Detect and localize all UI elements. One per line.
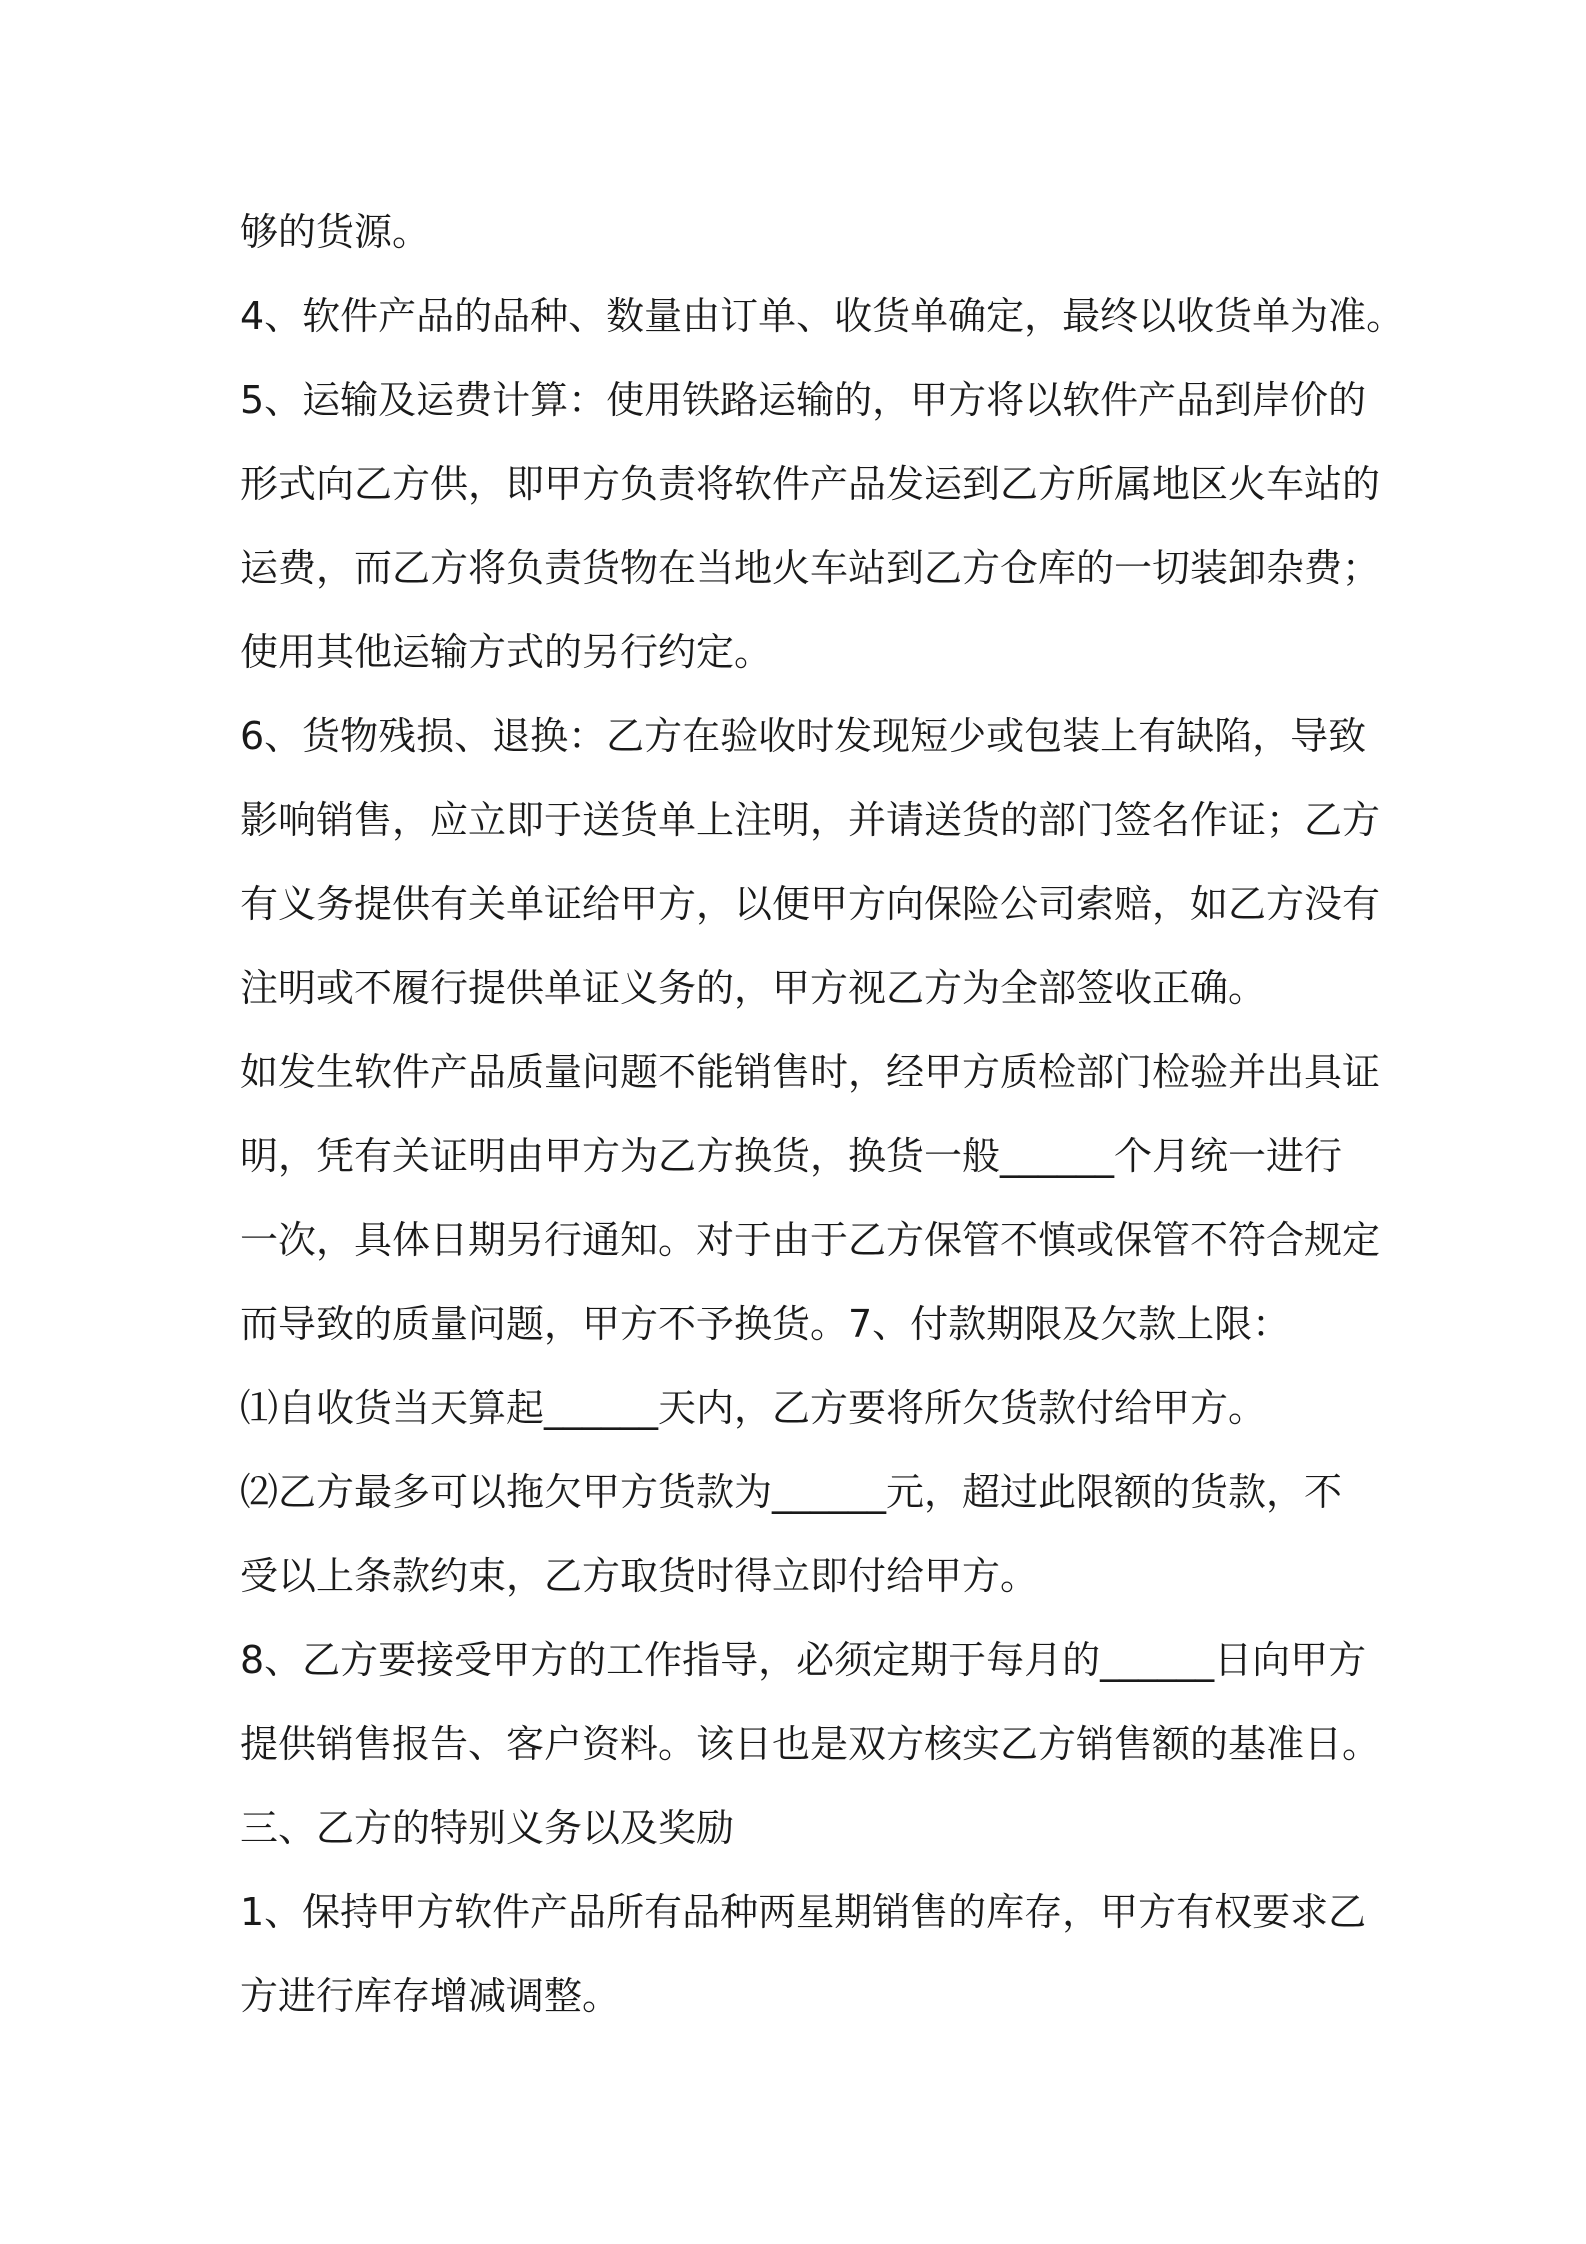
text-line: 1、保持甲方软件产品所有品种两星期销售的库存，甲方有权要求乙 — [240, 1890, 1367, 1934]
text-line: ⑴自收货当天算起______天内，乙方要将所欠货款付给甲方。 — [240, 1386, 1267, 1430]
text-line: 够的货源。 — [240, 210, 431, 254]
text-line: 方进行库存增减调整。 — [240, 1974, 621, 2018]
text-line: 如发生软件产品质量问题不能销售时，经甲方质检部门检验并出具证 — [240, 1050, 1381, 1094]
text-line: 提供销售报告、客户资料。该日也是双方核实乙方销售额的基准日。 — [240, 1722, 1381, 1766]
text-line: 有义务提供有关单证给甲方，以便甲方向保险公司索赔，如乙方没有 — [240, 882, 1381, 926]
text-line: 影响销售，应立即于送货单上注明，并请送货的部门签名作证；乙方 — [240, 798, 1381, 842]
text-line: 而导致的质量问题，甲方不予换货。7、付款期限及欠款上限： — [240, 1302, 1291, 1346]
text-line: 4、软件产品的品种、数量由订单、收货单确定，最终以收货单为准。 — [240, 294, 1405, 338]
text-line: 8、乙方要接受甲方的工作指导，必须定期于每月的______日向甲方 — [240, 1638, 1367, 1682]
text-line: 明，凭有关证明由甲方为乙方换货，换货一般______个月统一进行 — [240, 1134, 1343, 1178]
text-line: 形式向乙方供，即甲方负责将软件产品发运到乙方所属地区火车站的 — [240, 462, 1381, 506]
text-line: 5、运输及运费计算：使用铁路运输的，甲方将以软件产品到岸价的 — [240, 378, 1367, 422]
document-body — [240, 190, 1405, 2038]
text-line: ⑵乙方最多可以拖欠甲方货款为______元，超过此限额的货款，不 — [240, 1470, 1343, 1514]
text-line: 运费，而乙方将负责货物在当地火车站到乙方仓库的一切装卸杂费； — [240, 546, 1381, 590]
text-line: 使用其他运输方式的另行约定。 — [240, 630, 773, 674]
text-line: 受以上条款约束，乙方取货时得立即付给甲方。 — [240, 1554, 1039, 1598]
text-line: 注明或不履行提供单证义务的，甲方视乙方为全部签收正确。 — [240, 966, 1267, 1010]
text-line: 6、货物残损、退换：乙方在验收时发现短少或包装上有缺陷，导致 — [240, 714, 1367, 758]
text-line: 一次，具体日期另行通知。对于由于乙方保管不慎或保管不符合规定 — [240, 1218, 1381, 1262]
section-heading: 三、乙方的特别义务以及奖励 — [240, 1806, 735, 1850]
